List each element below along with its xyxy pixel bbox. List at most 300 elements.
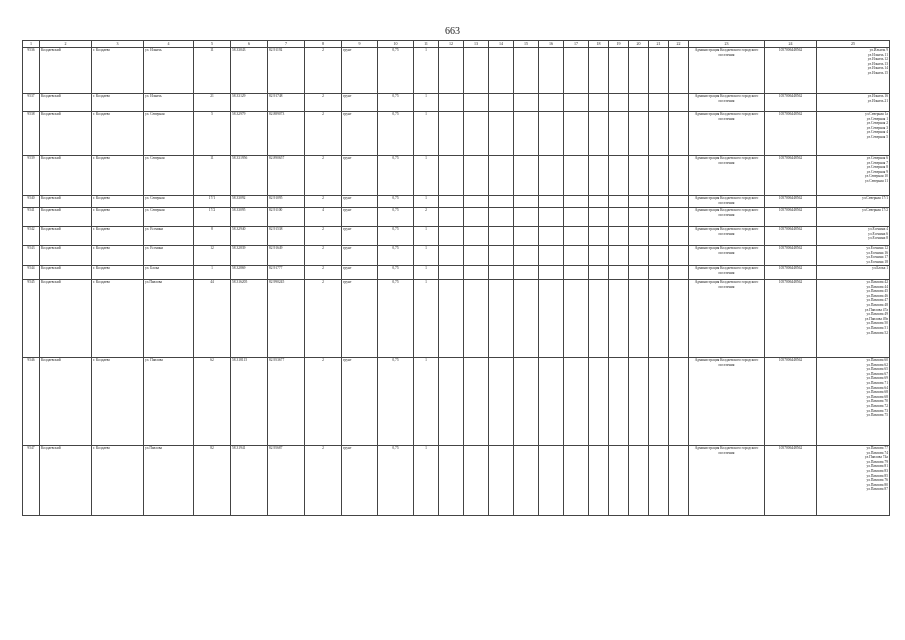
address-item: ул.Павлова 67: [866, 371, 888, 376]
address-item: ул.Павлова 70: [866, 399, 888, 404]
record-number-cell: 9541: [23, 208, 40, 227]
column-number-cell: 19: [609, 41, 629, 48]
latitude-cell: 58.32979: [231, 112, 268, 156]
settlement-cell: г. Колдаево: [92, 446, 144, 516]
longitude-cell: 82.91538: [268, 227, 305, 246]
ogrn-cell: 1057006448562: [765, 94, 817, 112]
column-number-cell: 7: [268, 41, 305, 48]
empty-cell: [564, 112, 589, 156]
empty-cell: [669, 227, 689, 246]
column-number-cell: 9: [342, 41, 378, 48]
addresses-cell: [817, 112, 890, 156]
empty-cell: [649, 94, 669, 112]
empty-cell: [514, 280, 539, 358]
district-cell: Колдаевский: [40, 266, 92, 280]
address-item: ул.Есенина 12: [866, 246, 888, 250]
address-item: ул.Ильичь 21: [867, 98, 888, 103]
surface-cell: грунт: [342, 358, 378, 446]
house-number-cell: 44: [194, 280, 231, 358]
empty-cell: [464, 156, 489, 196]
owner-cell: Администрация Колдаевского городского поселения: [689, 227, 765, 246]
house-number-cell: 17/1: [194, 196, 231, 208]
length-cell: 0,75: [378, 156, 414, 196]
empty-cell: [589, 156, 609, 196]
house-number-cell: 5: [194, 112, 231, 156]
ogrn-cell: 1057006448562: [765, 446, 817, 516]
length-cell: 0,75: [378, 94, 414, 112]
empty-cell: [539, 266, 564, 280]
length-cell: 0,75: [378, 208, 414, 227]
count-cell: 1: [414, 280, 439, 358]
empty-cell: [489, 246, 514, 266]
district-cell: Колдаевский: [40, 48, 92, 94]
empty-cell: [539, 280, 564, 358]
longitude-cell: 82.890657: [268, 156, 305, 196]
surface-cell: грунт: [342, 48, 378, 94]
empty-cell: [464, 246, 489, 266]
latitude-cell: 58.33095: [231, 208, 268, 227]
settlement-cell: г. Колдаево: [92, 112, 144, 156]
latitude-cell: 58.32940: [231, 227, 268, 246]
record-number-cell: 9536: [23, 48, 40, 94]
column-number-cell: 5: [194, 41, 231, 48]
address-item: ул.Северная 1а: [865, 112, 888, 116]
house-number-cell: 17/2: [194, 208, 231, 227]
longitude-cell: 82.953677: [268, 358, 305, 446]
empty-cell: [649, 196, 669, 208]
table-row: [23, 446, 890, 516]
empty-cell: [514, 227, 539, 246]
count-cell: 1: [414, 358, 439, 446]
house-number-cell: 8: [194, 227, 231, 246]
addresses-cell: [817, 358, 890, 446]
surface-cell: грунт: [342, 227, 378, 246]
record-number-cell: 9540: [23, 196, 40, 208]
column-number-cell: 24: [765, 41, 817, 48]
house-number-cell: 1: [194, 266, 231, 280]
ogrn-cell: 1057006448562: [765, 156, 817, 196]
empty-cell: [609, 156, 629, 196]
empty-cell: [439, 94, 464, 112]
table-row: [23, 156, 890, 196]
empty-cell: [649, 208, 669, 227]
empty-cell: [609, 446, 629, 516]
empty-cell: [564, 48, 589, 94]
empty-cell: [464, 280, 489, 358]
empty-cell: [669, 446, 689, 516]
table-row: [23, 266, 890, 280]
width-cell: 2: [305, 358, 342, 446]
address-item: ул.Павлова 49а: [864, 316, 888, 321]
page-number: 663: [445, 26, 460, 37]
width-cell: 2: [305, 94, 342, 112]
address-item: ул.Павлова 48: [866, 302, 888, 307]
table-row: [23, 208, 890, 227]
empty-cell: [669, 246, 689, 266]
address-item: ул.Павлова 87: [866, 487, 888, 492]
address-item: ул.Ильичь 13: [867, 61, 888, 66]
empty-cell: [589, 280, 609, 358]
empty-cell: [564, 246, 589, 266]
address-item: ул.Северная 8: [866, 165, 888, 170]
street-cell: ул. Есенина: [144, 227, 194, 246]
empty-cell: [649, 227, 669, 246]
house-number-cell: 21: [194, 94, 231, 112]
length-cell: 0,75: [378, 446, 414, 516]
column-number-cell: 3: [92, 41, 144, 48]
empty-cell: [589, 358, 609, 446]
count-cell: 1: [414, 112, 439, 156]
address-item: ул.Павлова 77: [866, 446, 888, 450]
table-row: [23, 94, 890, 112]
column-number-cell: 25: [817, 41, 890, 48]
address-item: ул.Ильичь 12: [867, 57, 888, 62]
address-item: ул.Северная 6: [866, 156, 888, 160]
address-item: ул.Северная 3: [866, 125, 888, 130]
settlement-cell: г. Колдаево: [92, 280, 144, 358]
empty-cell: [564, 358, 589, 446]
settlement-cell: г. Колдаево: [92, 246, 144, 266]
count-cell: 1: [414, 48, 439, 94]
width-cell: 2: [305, 280, 342, 358]
empty-cell: [629, 48, 649, 94]
table-row: [23, 48, 890, 94]
address-item: ул.Павлова 60: [866, 358, 888, 362]
longitude-cell: 82.95687: [268, 446, 305, 516]
empty-cell: [649, 156, 669, 196]
width-cell: 2: [305, 112, 342, 156]
address-item: ул.Есенина 16: [866, 250, 888, 255]
owner-cell: Администрация Колдаевского городского поселения: [689, 156, 765, 196]
owner-cell: Администрация Колдаевского городского поселения: [689, 266, 765, 280]
house-number-cell: 11: [194, 48, 231, 94]
district-cell: Колдаевский: [40, 446, 92, 516]
empty-cell: [629, 94, 649, 112]
address-item: ул.Павлова 71: [866, 380, 888, 385]
district-cell: Колдаевский: [40, 156, 92, 196]
count-cell: 1: [414, 156, 439, 196]
empty-cell: [669, 358, 689, 446]
latitude-cell: 58.31941: [231, 446, 268, 516]
street-cell: ул.Павлова: [144, 280, 194, 358]
empty-cell: [439, 112, 464, 156]
empty-cell: [649, 446, 669, 516]
empty-cell: [629, 446, 649, 516]
length-cell: 0,75: [378, 48, 414, 94]
empty-cell: [669, 266, 689, 280]
address-item: ул.Павлова 44: [866, 284, 888, 289]
settlement-cell: г. Колдаево: [92, 208, 144, 227]
empty-cell: [609, 94, 629, 112]
empty-cell: [489, 196, 514, 208]
empty-cell: [539, 48, 564, 94]
empty-cell: [514, 246, 539, 266]
owner-cell: Администрация Колдаевского городского поселения: [689, 246, 765, 266]
empty-cell: [489, 358, 514, 446]
empty-cell: [464, 208, 489, 227]
empty-cell: [489, 208, 514, 227]
surface-cell: грунт: [342, 266, 378, 280]
width-cell: 2: [305, 446, 342, 516]
column-number-cell: 21: [649, 41, 669, 48]
empty-cell: [669, 112, 689, 156]
record-number-cell: 9547: [23, 446, 40, 516]
latitude-cell: 58.32839: [231, 246, 268, 266]
address-item: ул.Северная 9: [866, 169, 888, 174]
empty-cell: [514, 266, 539, 280]
empty-cell: [589, 112, 609, 156]
empty-cell: [649, 48, 669, 94]
empty-cell: [564, 280, 589, 358]
empty-cell: [589, 196, 609, 208]
address-item: ул.Северная 2: [866, 121, 888, 126]
ogrn-cell: 1057006448562: [765, 280, 817, 358]
length-cell: 0,75: [378, 246, 414, 266]
ogrn-cell: 1057006448562: [765, 358, 817, 446]
empty-cell: [439, 196, 464, 208]
address-item: ул.Павлова 68: [866, 394, 888, 399]
address-item: ул.Ильичь 9: [869, 48, 888, 52]
ogrn-cell: 1057006448562: [765, 227, 817, 246]
settlement-cell: г. Колдаево: [92, 156, 144, 196]
latitude-cell: 58.316205: [231, 280, 268, 358]
empty-cell: [609, 227, 629, 246]
empty-cell: [464, 48, 489, 94]
latitude-cell: 58.33092: [231, 196, 268, 208]
settlement-cell: г. Колдаево: [92, 266, 144, 280]
column-number-cell: 8: [305, 41, 342, 48]
district-cell: Колдаевский: [40, 94, 92, 112]
empty-cell: [609, 112, 629, 156]
empty-cell: [629, 112, 649, 156]
empty-cell: [514, 196, 539, 208]
address-item: ул.Павлова 62: [866, 362, 888, 367]
empty-cell: [609, 266, 629, 280]
address-item: ул.Северная 17/1: [862, 196, 888, 200]
ogrn-cell: 1057006448562: [765, 196, 817, 208]
empty-cell: [439, 446, 464, 516]
column-number-cell: 23: [689, 41, 765, 48]
address-item: ул.Павлова 74а: [864, 455, 888, 460]
address-item: ул.Павлова 52: [866, 330, 888, 335]
record-number-cell: 9546: [23, 358, 40, 446]
street-cell: ул. Есенина: [144, 246, 194, 266]
longitude-cell: 82.91649: [268, 246, 305, 266]
owner-cell: Администрация Колдаевского городского поселения: [689, 358, 765, 446]
column-number-cell: 12: [439, 41, 464, 48]
ogrn-cell: 1057006448562: [765, 266, 817, 280]
house-number-cell: 82: [194, 446, 231, 516]
street-cell: ул. Северная: [144, 208, 194, 227]
empty-cell: [629, 280, 649, 358]
addresses-cell: [817, 208, 890, 227]
column-number-row: [23, 41, 890, 48]
longitude-cell: 82.91777: [268, 266, 305, 280]
address-item: ул.Павлова 49: [866, 312, 888, 317]
count-cell: 1: [414, 266, 439, 280]
empty-cell: [649, 358, 669, 446]
empty-cell: [439, 208, 464, 227]
record-number-cell: 9544: [23, 266, 40, 280]
address-item: ул.Павлова 72: [866, 403, 888, 408]
address-item: ул.Павлова 69: [866, 376, 888, 381]
record-number-cell: 9542: [23, 227, 40, 246]
address-item: ул.Есенина 6: [868, 231, 888, 236]
column-number-cell: 13: [464, 41, 489, 48]
empty-cell: [464, 266, 489, 280]
addresses-cell: [817, 196, 890, 208]
empty-cell: [514, 94, 539, 112]
empty-cell: [609, 48, 629, 94]
street-cell: ул. Северная: [144, 196, 194, 208]
settlement-cell: г. Колдаево: [92, 227, 144, 246]
empty-cell: [629, 156, 649, 196]
empty-cell: [514, 156, 539, 196]
column-number-cell: 2: [40, 41, 92, 48]
length-cell: 0,75: [378, 266, 414, 280]
empty-cell: [539, 358, 564, 446]
empty-cell: [609, 246, 629, 266]
empty-cell: [564, 94, 589, 112]
owner-cell: Администрация Колдаевского городского поселения: [689, 94, 765, 112]
address-item: ул.Ильичь 11: [867, 52, 888, 57]
surface-cell: грунт: [342, 156, 378, 196]
empty-cell: [464, 358, 489, 446]
table-row: [23, 227, 890, 246]
address-item: ул.Павлова 45: [866, 289, 888, 294]
empty-cell: [669, 208, 689, 227]
column-number-cell: 16: [539, 41, 564, 48]
empty-cell: [464, 112, 489, 156]
empty-cell: [539, 208, 564, 227]
empty-cell: [489, 112, 514, 156]
longitude-cell: 82.91095: [268, 196, 305, 208]
empty-cell: [669, 280, 689, 358]
empty-cell: [564, 196, 589, 208]
district-cell: Колдаевский: [40, 208, 92, 227]
empty-cell: [464, 446, 489, 516]
width-cell: 2: [305, 196, 342, 208]
width-cell: 2: [305, 266, 342, 280]
empty-cell: [564, 227, 589, 246]
empty-cell: [439, 227, 464, 246]
empty-cell: [629, 196, 649, 208]
addresses-cell: [817, 446, 890, 516]
longitude-cell: 82.91748: [268, 94, 305, 112]
address-item: ул.Ильичь 16: [867, 94, 888, 98]
length-cell: 0,75: [378, 196, 414, 208]
address-item: ул.Ильичь 15: [867, 70, 888, 75]
owner-cell: Администрация Колдаевского городского поселения: [689, 196, 765, 208]
empty-cell: [464, 94, 489, 112]
empty-cell: [539, 112, 564, 156]
length-cell: 0,75: [378, 280, 414, 358]
address-item: ул.Павлова 65: [866, 367, 888, 372]
empty-cell: [539, 196, 564, 208]
addresses-cell: [817, 48, 890, 94]
district-cell: Колдаевский: [40, 227, 92, 246]
address-item: ул.Павлова 47: [866, 298, 888, 303]
address-item: ул.Павлова 85: [866, 473, 888, 478]
empty-cell: [589, 227, 609, 246]
width-cell: 2: [305, 48, 342, 94]
longitude-cell: 82.889073: [268, 112, 305, 156]
settlement-cell: г. Колдаево: [92, 358, 144, 446]
empty-cell: [439, 48, 464, 94]
column-number-cell: 1: [23, 41, 40, 48]
street-cell: ул.Павлова: [144, 446, 194, 516]
empty-cell: [649, 112, 669, 156]
count-cell: 1: [414, 94, 439, 112]
addresses-cell: [817, 227, 890, 246]
empty-cell: [669, 48, 689, 94]
record-number-cell: 9538: [23, 112, 40, 156]
column-number-cell: 15: [514, 41, 539, 48]
address-item: ул.Северная 5: [866, 134, 888, 139]
column-number-cell: 14: [489, 41, 514, 48]
column-number-cell: 4: [144, 41, 194, 48]
address-item: ул.Северная 7: [866, 160, 888, 165]
ogrn-cell: 1057006448562: [765, 208, 817, 227]
address-item: ул.Павлова 46: [866, 293, 888, 298]
empty-cell: [539, 94, 564, 112]
surface-cell: грунт: [342, 208, 378, 227]
table-row: [23, 246, 890, 266]
longitude-cell: 82.91192: [268, 48, 305, 94]
house-number-cell: 11: [194, 156, 231, 196]
empty-cell: [564, 266, 589, 280]
empty-cell: [564, 446, 589, 516]
addresses-cell: [817, 94, 890, 112]
addresses-cell: [817, 156, 890, 196]
surface-cell: грунт: [342, 246, 378, 266]
address-item: ул.Блока 1: [872, 266, 888, 270]
empty-cell: [649, 280, 669, 358]
empty-cell: [489, 94, 514, 112]
empty-cell: [489, 266, 514, 280]
street-cell: ул. Ильичь: [144, 94, 194, 112]
ogrn-cell: 1057006448562: [765, 48, 817, 94]
width-cell: 2: [305, 246, 342, 266]
latitude-cell: 58.32869: [231, 266, 268, 280]
address-item: ул.Павлова 74: [866, 450, 888, 455]
record-number-cell: 9545: [23, 280, 40, 358]
column-number-cell: 10: [378, 41, 414, 48]
empty-cell: [609, 196, 629, 208]
addresses-cell: [817, 246, 890, 266]
count-cell: 1: [414, 446, 439, 516]
width-cell: 2: [305, 227, 342, 246]
record-number-cell: 9537: [23, 94, 40, 112]
address-item: ул.Павлова 51: [866, 325, 888, 330]
address-item: ул.Павлова 47а: [864, 307, 888, 312]
count-cell: 1: [414, 196, 439, 208]
empty-cell: [489, 446, 514, 516]
width-cell: 4: [305, 208, 342, 227]
address-item: ул.Павлова 68: [866, 390, 888, 395]
address-item: ул.Павлова 81: [866, 464, 888, 469]
address-item: ул.Ильичь 14: [867, 66, 888, 71]
empty-cell: [539, 246, 564, 266]
address-item: ул.Павлова 80: [866, 482, 888, 487]
address-item: ул.Есенина 17: [866, 255, 888, 260]
addresses-cell: [817, 266, 890, 280]
empty-cell: [629, 266, 649, 280]
empty-cell: [649, 246, 669, 266]
empty-cell: [609, 208, 629, 227]
surface-cell: грунт: [342, 196, 378, 208]
street-cell: ул. Ильичь: [144, 48, 194, 94]
